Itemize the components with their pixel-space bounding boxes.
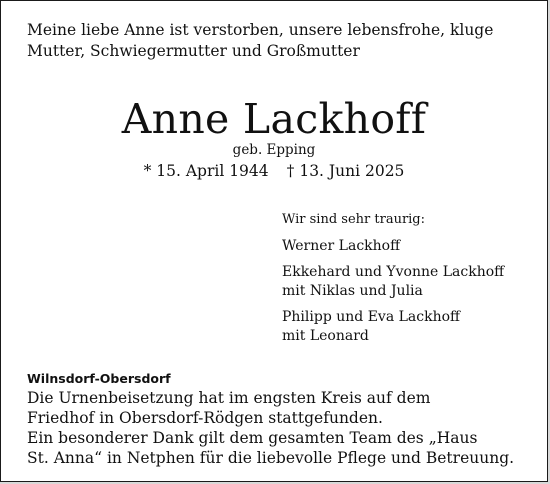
mourner-entry xyxy=(282,237,504,256)
birth-date: * 15. April 1944 xyxy=(143,162,269,180)
funeral-info xyxy=(27,370,514,468)
mourners-block xyxy=(282,210,504,346)
mourner-line: mit Niklas und Julia xyxy=(282,283,423,299)
mourner-entry xyxy=(282,308,504,346)
mourners-lead: Wir sind sehr traurig: xyxy=(282,212,426,227)
life-dates xyxy=(1,161,547,181)
funeral-info-line: Die Urnenbeisetzung hat im engsten Kreis auf dem xyxy=(27,389,431,407)
mourner-line: Werner Lackhoff xyxy=(282,238,401,254)
funeral-info-line: Friedhof in Obersdorf-Rödgen stattgefunden. xyxy=(27,409,383,427)
funeral-info-line: Ein besonderer Dank gilt dem gesamten Team des „Haus xyxy=(27,429,478,447)
mourner-entry xyxy=(282,263,504,301)
intro-line: Mutter, Schwiegermutter und Großmutter xyxy=(27,42,360,60)
maiden-name: geb. Epping xyxy=(232,142,316,158)
intro-text xyxy=(27,20,493,62)
mourner-line: Philipp und Eva Lackhoff xyxy=(282,309,460,325)
mourner-line: Ekkehard und Yvonne Lackhoff xyxy=(282,264,505,280)
death-date: † 13. Juni 2025 xyxy=(286,162,405,180)
funeral-info-line: St. Anna“ in Netphen für die liebevolle Pflege und Betreuung. xyxy=(27,449,515,467)
place-name: Wilnsdorf-Obersdorf xyxy=(27,371,171,386)
deceased-name: Anne Lackhoff xyxy=(121,95,427,143)
intro-line: Meine liebe Anne ist verstorben, unsere lebensfrohe, kluge xyxy=(27,21,494,39)
mourner-line: mit Leonard xyxy=(282,328,369,344)
